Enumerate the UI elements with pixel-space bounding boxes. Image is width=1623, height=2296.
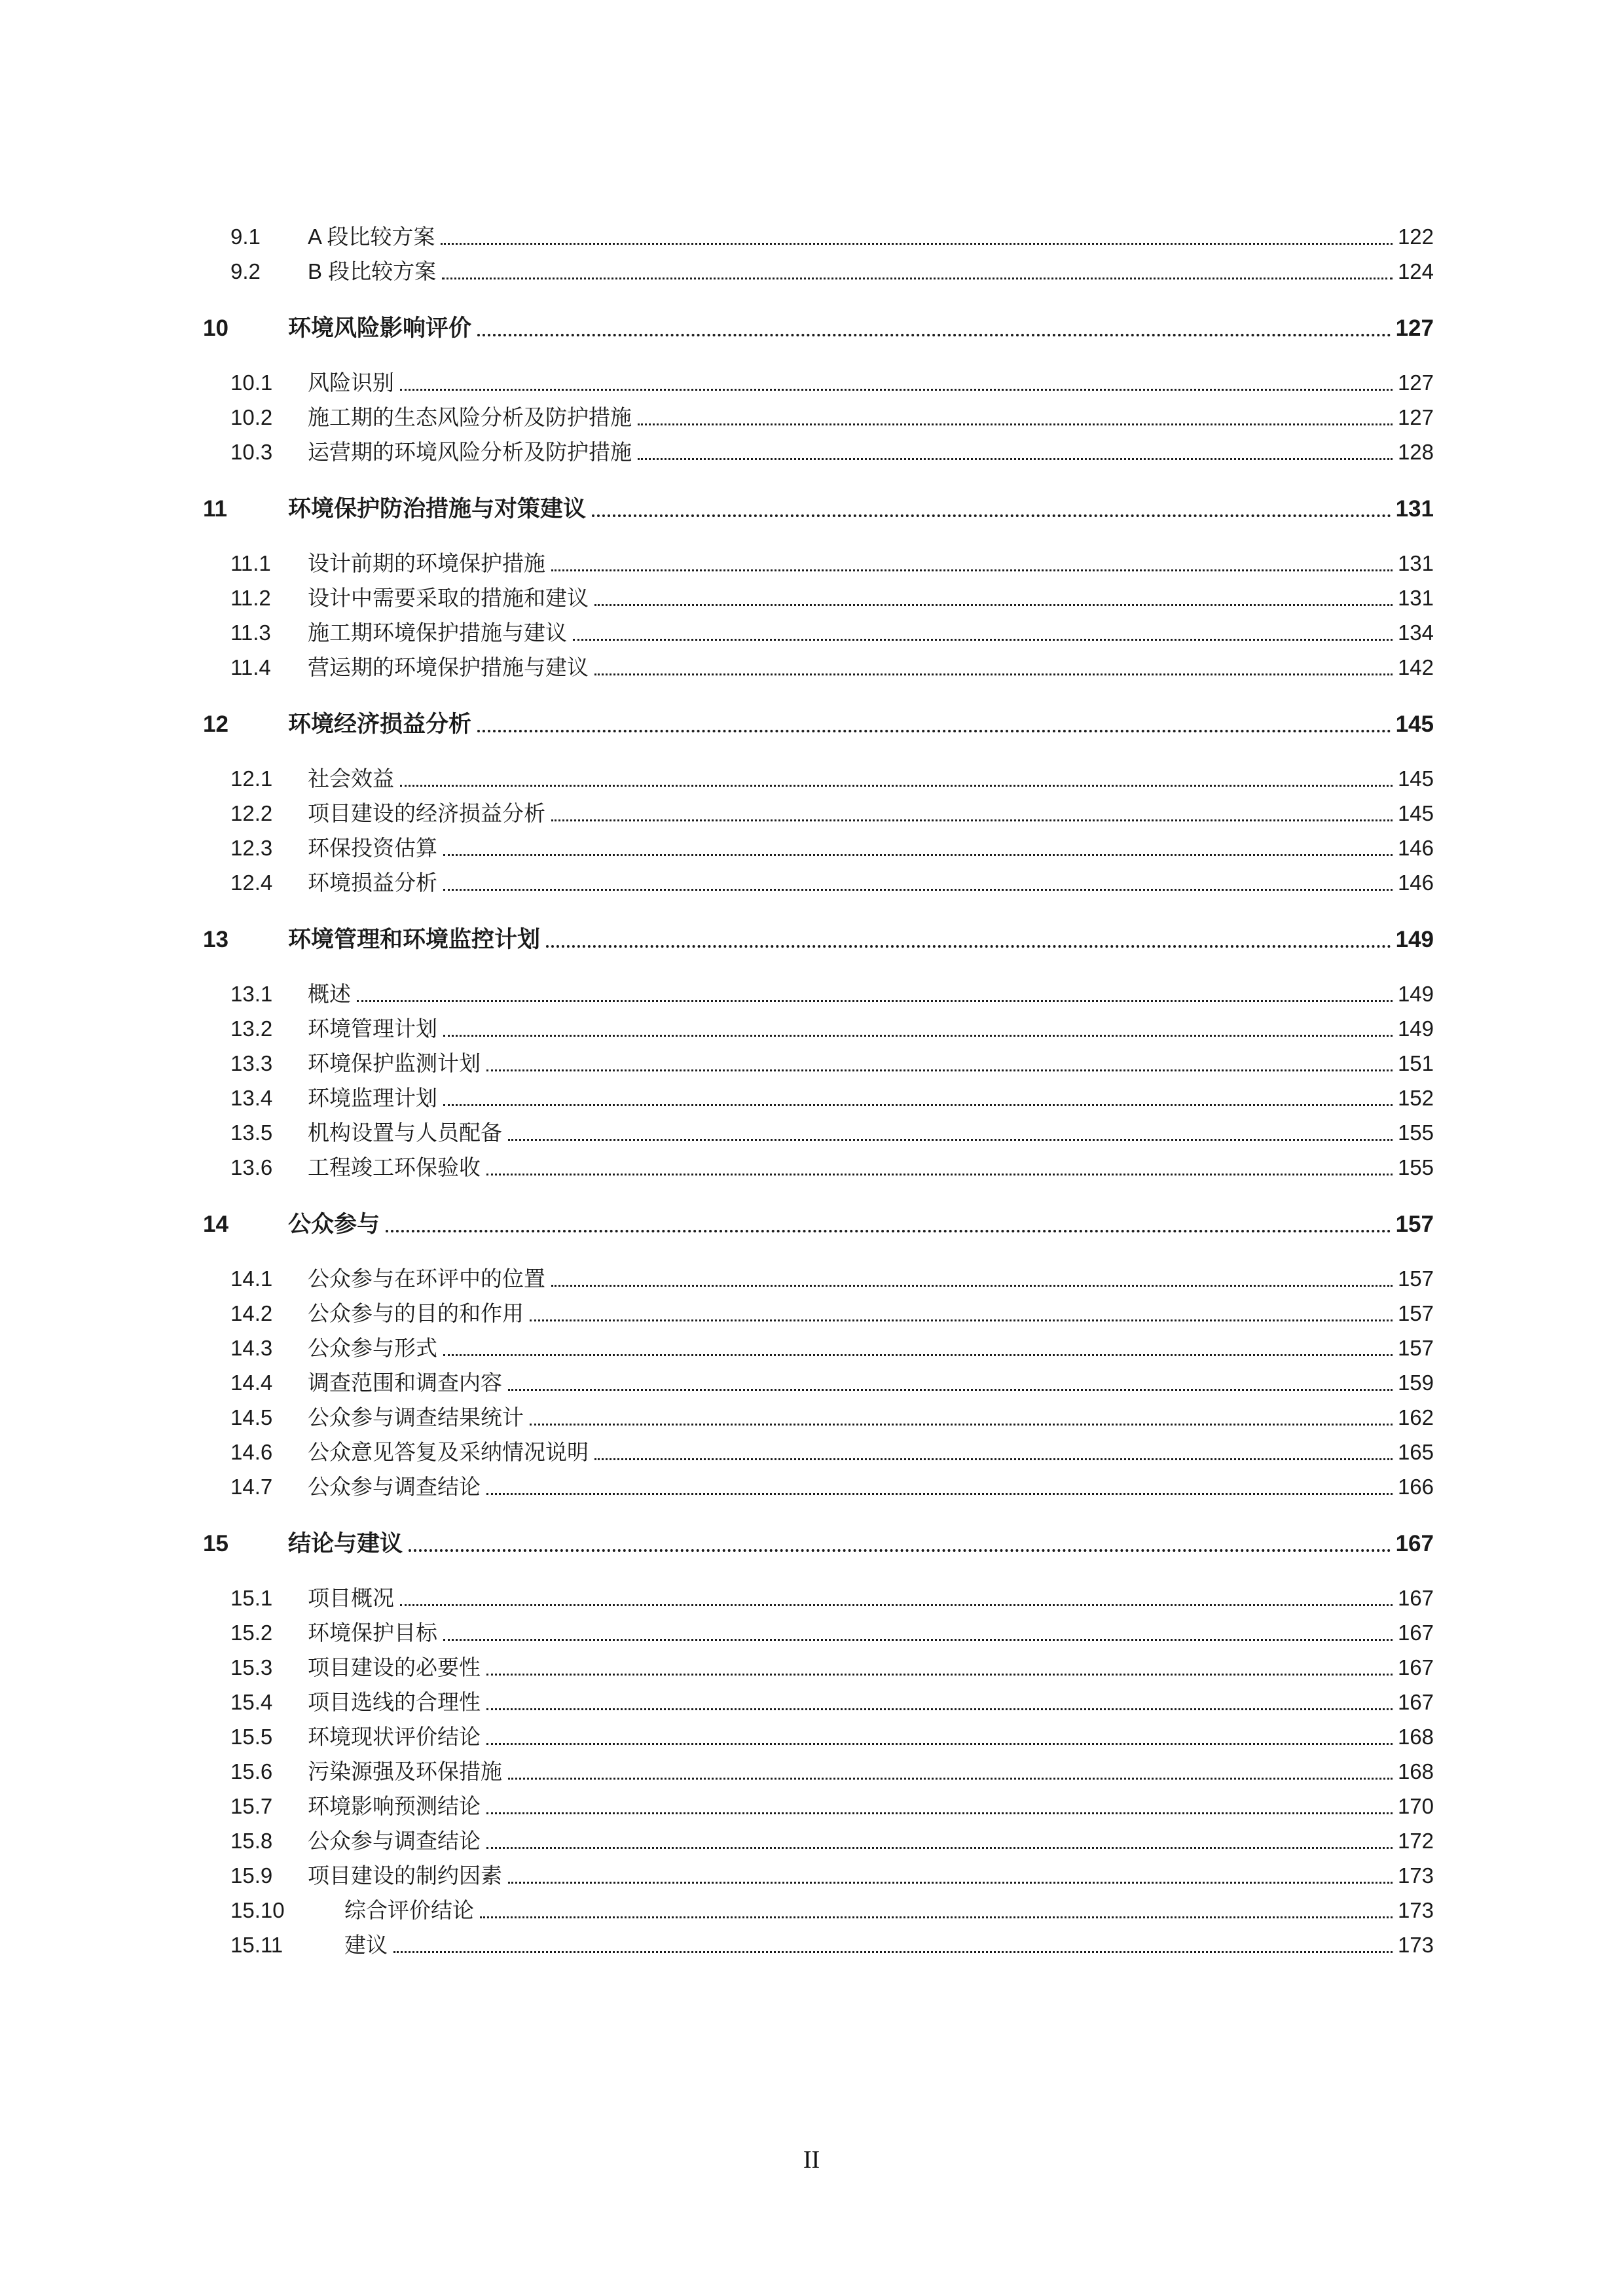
toc-entry-page: 149 — [1397, 982, 1434, 1007]
toc-entry-page: 145 — [1395, 711, 1434, 737]
toc-entry-page: 166 — [1397, 1475, 1434, 1499]
toc-entry-title: 公众参与 — [288, 1211, 380, 1237]
dot-leader — [441, 243, 1393, 245]
toc-entry-page: 146 — [1397, 836, 1434, 861]
dot-leader — [594, 604, 1393, 606]
toc-entry-page: 127 — [1397, 370, 1434, 395]
toc-entry-9.2[interactable] — [0, 249, 1434, 284]
toc-entry-14.5[interactable] — [0, 1395, 1434, 1430]
toc-entry-page: 131 — [1397, 586, 1434, 611]
toc-entry-14.6[interactable] — [0, 1430, 1434, 1465]
dot-leader — [592, 514, 1391, 517]
toc-entry-number: 14.6 — [230, 1440, 273, 1465]
toc-entry-number: 10.2 — [230, 405, 273, 430]
toc-entry-title: 概述 — [308, 982, 351, 1007]
dot-leader — [386, 1230, 1391, 1232]
dot-leader — [486, 1812, 1393, 1814]
toc-entry-10.2[interactable] — [0, 395, 1434, 430]
toc-entry-title: 机构设置与人员配备 — [308, 1121, 502, 1145]
toc-entry-number: 11 — [203, 495, 227, 522]
toc-entry-number: 12 — [203, 711, 228, 737]
toc-entry-number: 15.3 — [230, 1655, 273, 1680]
toc-entry-page: 167 — [1397, 1621, 1434, 1645]
toc-entry-title: 建议 — [344, 1933, 388, 1958]
dot-leader — [508, 1778, 1393, 1780]
toc-entry-number: 11.1 — [230, 551, 271, 576]
toc-entry-number: 11.3 — [230, 620, 271, 645]
toc-entry-title: 项目概况 — [308, 1586, 394, 1611]
dot-leader — [594, 1458, 1393, 1460]
toc-entry-page: 157 — [1397, 1336, 1434, 1361]
toc-entry-11[interactable] — [0, 484, 1434, 522]
dot-leader — [443, 889, 1393, 891]
toc-entry-13.3[interactable] — [0, 1041, 1434, 1076]
toc-entry-15.6[interactable] — [0, 1749, 1434, 1784]
toc-entry-page: 145 — [1397, 766, 1434, 791]
toc-entry-page: 167 — [1395, 1530, 1434, 1556]
toc-entry-title: 环境保护目标 — [308, 1621, 437, 1645]
toc-entry-number: 13.1 — [230, 982, 273, 1007]
toc-entry-title: 环境管理和环境监控计划 — [288, 926, 541, 952]
toc-entry-page: 172 — [1397, 1829, 1434, 1854]
toc-entry-title: 设计前期的环境保护措施 — [308, 551, 545, 576]
toc-entry-page: 127 — [1397, 405, 1434, 430]
toc-entry-13.5[interactable] — [0, 1111, 1434, 1145]
toc-entry-number: 15.1 — [230, 1586, 273, 1611]
toc-entry-page: 155 — [1397, 1155, 1434, 1180]
toc-entry-title: 污染源强及环保措施 — [308, 1759, 502, 1784]
toc-entry-title: 环境经济损益分析 — [288, 711, 472, 737]
toc-entry-title: 环境管理计划 — [308, 1016, 437, 1041]
toc-entry-page: 170 — [1397, 1794, 1434, 1819]
toc-entry-number: 13.5 — [230, 1121, 273, 1145]
toc-entry-14.2[interactable] — [0, 1291, 1434, 1326]
toc-entry-page: 173 — [1397, 1898, 1434, 1923]
toc-entry-12[interactable] — [0, 700, 1434, 737]
dot-leader — [443, 854, 1393, 856]
toc-entry-page: 157 — [1397, 1301, 1434, 1326]
toc-entry-number: 10.3 — [230, 440, 273, 465]
toc-entry-number: 15 — [203, 1530, 228, 1556]
toc-entry-page: 131 — [1397, 551, 1434, 576]
toc-entry-title: 综合评价结论 — [344, 1898, 474, 1923]
toc-entry-page: 151 — [1397, 1051, 1434, 1076]
toc-entry-title: 社会效益 — [308, 766, 394, 791]
toc-entry-number: 15.7 — [230, 1794, 273, 1819]
toc-entry-page: 131 — [1395, 495, 1434, 522]
dot-leader — [409, 1549, 1391, 1552]
dot-leader — [400, 1604, 1393, 1606]
toc-entry-page: 152 — [1397, 1086, 1434, 1111]
toc-entry-page: 122 — [1397, 224, 1434, 249]
table-of-contents — [0, 215, 1434, 1958]
toc-entry-number: 14.2 — [230, 1301, 273, 1326]
toc-entry-14.4[interactable] — [0, 1361, 1434, 1395]
dot-leader — [480, 1916, 1393, 1918]
toc-entry-15.4[interactable] — [0, 1680, 1434, 1715]
toc-entry-number: 15.2 — [230, 1621, 273, 1645]
toc-entry-page: 173 — [1397, 1933, 1434, 1958]
toc-entry-15.5[interactable] — [0, 1715, 1434, 1749]
toc-entry-13.2[interactable] — [0, 1007, 1434, 1041]
toc-entry-page: 124 — [1397, 259, 1434, 284]
toc-entry-15.8[interactable] — [0, 1819, 1434, 1854]
toc-entry-number: 14.7 — [230, 1475, 273, 1499]
toc-entry-page: 173 — [1397, 1863, 1434, 1888]
toc-entry-15.10[interactable] — [0, 1888, 1434, 1923]
toc-entry-page: 146 — [1397, 870, 1434, 895]
dot-leader — [486, 1674, 1393, 1676]
toc-entry-title: 环境损益分析 — [308, 870, 437, 895]
toc-entry-number: 14.4 — [230, 1371, 273, 1395]
dot-leader — [393, 1951, 1393, 1953]
dot-leader — [594, 673, 1393, 675]
dot-leader — [546, 945, 1391, 948]
toc-entry-number: 11.2 — [230, 586, 271, 611]
dot-leader — [443, 1104, 1393, 1106]
dot-leader — [573, 639, 1393, 641]
toc-entry-15.9[interactable] — [0, 1854, 1434, 1888]
dot-leader — [486, 1069, 1393, 1071]
toc-entry-13.6[interactable] — [0, 1145, 1434, 1180]
toc-entry-title: 项目建设的经济损益分析 — [308, 801, 545, 826]
dot-leader — [442, 278, 1393, 279]
toc-entry-number: 15.9 — [230, 1863, 273, 1888]
toc-entry-12.3[interactable] — [0, 826, 1434, 861]
toc-entry-11.4[interactable] — [0, 645, 1434, 680]
dot-leader — [400, 785, 1393, 787]
dot-leader — [486, 1493, 1393, 1495]
toc-entry-page: 128 — [1397, 440, 1434, 465]
toc-entry-title: A 段比较方案 — [308, 224, 435, 249]
dot-leader — [551, 569, 1393, 571]
toc-entry-page: 165 — [1397, 1440, 1434, 1465]
toc-entry-page: 149 — [1397, 1016, 1434, 1041]
dot-leader — [357, 1000, 1393, 1002]
toc-entry-page: 168 — [1397, 1725, 1434, 1749]
dot-leader — [486, 1174, 1393, 1175]
dot-leader — [443, 1639, 1393, 1641]
dot-leader — [530, 1319, 1393, 1321]
toc-entry-number: 10.1 — [230, 370, 273, 395]
toc-entry-page: 134 — [1397, 620, 1434, 645]
toc-entry-title: 风险识别 — [308, 370, 394, 395]
toc-entry-title: 环保投资估算 — [308, 836, 437, 861]
toc-entry-title: 环境现状评价结论 — [308, 1725, 481, 1749]
toc-entry-14.1[interactable] — [0, 1257, 1434, 1291]
toc-entry-title: 公众参与调查结论 — [308, 1829, 481, 1854]
dot-leader — [477, 334, 1391, 336]
toc-entry-10[interactable] — [0, 304, 1434, 341]
toc-entry-15[interactable] — [0, 1519, 1434, 1556]
toc-entry-page: 149 — [1395, 926, 1434, 952]
toc-entry-number: 12.4 — [230, 870, 273, 895]
toc-entry-10.1[interactable] — [0, 361, 1434, 395]
toc-entry-title: 结论与建议 — [288, 1530, 403, 1556]
toc-entry-13[interactable] — [0, 915, 1434, 952]
dot-leader — [638, 458, 1393, 460]
toc-entry-14.7[interactable] — [0, 1465, 1434, 1499]
toc-entry-page: 127 — [1395, 315, 1434, 341]
toc-entry-14.3[interactable] — [0, 1326, 1434, 1361]
toc-entry-15.1[interactable] — [0, 1576, 1434, 1611]
toc-entry-title: 环境影响预测结论 — [308, 1794, 481, 1819]
dot-leader — [486, 1847, 1393, 1849]
toc-entry-number: 11.4 — [230, 655, 271, 680]
toc-entry-11.1[interactable] — [0, 541, 1434, 576]
toc-entry-title: 项目选线的合理性 — [308, 1690, 481, 1715]
toc-entry-12.1[interactable] — [0, 757, 1434, 791]
dot-leader — [486, 1708, 1393, 1710]
toc-entry-title: 公众参与形式 — [308, 1336, 437, 1361]
dot-leader — [443, 1035, 1393, 1037]
toc-entry-number: 13.2 — [230, 1016, 273, 1041]
toc-entry-title: B 段比较方案 — [308, 259, 437, 284]
toc-entry-title: 环境保护监测计划 — [308, 1051, 481, 1076]
toc-entry-number: 15.6 — [230, 1759, 273, 1784]
dot-leader — [486, 1743, 1393, 1745]
toc-entry-page: 157 — [1395, 1211, 1434, 1237]
toc-entry-title: 环境风险影响评价 — [288, 315, 472, 341]
dot-leader — [400, 389, 1393, 391]
toc-entry-page: 145 — [1397, 801, 1434, 826]
toc-entry-10.3[interactable] — [0, 430, 1434, 465]
dot-leader — [443, 1354, 1393, 1356]
toc-entry-number: 12.3 — [230, 836, 273, 861]
toc-entry-page: 142 — [1397, 655, 1434, 680]
toc-entry-number: 15.11 — [230, 1933, 283, 1958]
toc-entry-number: 15.4 — [230, 1690, 273, 1715]
dot-leader — [508, 1139, 1393, 1141]
toc-entry-title: 设计中需要采取的措施和建议 — [308, 586, 589, 611]
toc-entry-9.1[interactable] — [0, 215, 1434, 249]
dot-leader — [551, 819, 1393, 821]
toc-entry-title: 公众意见答复及采纳情况说明 — [308, 1440, 589, 1465]
page-number-footer: II — [803, 2146, 820, 2174]
dot-leader — [551, 1285, 1393, 1287]
dot-leader — [508, 1389, 1393, 1391]
toc-entry-title: 施工期的生态风险分析及防护措施 — [308, 405, 632, 430]
toc-entry-15.3[interactable] — [0, 1645, 1434, 1680]
toc-entry-15.11[interactable] — [0, 1923, 1434, 1958]
toc-entry-11.3[interactable] — [0, 611, 1434, 645]
toc-entry-number: 13.4 — [230, 1086, 273, 1111]
toc-entry-page: 167 — [1397, 1690, 1434, 1715]
toc-entry-page: 167 — [1397, 1655, 1434, 1680]
toc-entry-page: 159 — [1397, 1371, 1434, 1395]
dot-leader — [508, 1882, 1393, 1884]
toc-entry-page: 162 — [1397, 1405, 1434, 1430]
toc-entry-number: 9.2 — [230, 259, 261, 284]
toc-entry-title: 公众参与调查结论 — [308, 1475, 481, 1499]
toc-entry-title: 调查范围和调查内容 — [308, 1371, 502, 1395]
toc-entry-13.4[interactable] — [0, 1076, 1434, 1111]
toc-entry-title: 环境保护防治措施与对策建议 — [288, 495, 587, 522]
toc-entry-title: 公众参与在环评中的位置 — [308, 1266, 545, 1291]
toc-entry-number: 15.5 — [230, 1725, 273, 1749]
toc-entry-page: 157 — [1397, 1266, 1434, 1291]
toc-entry-13.1[interactable] — [0, 972, 1434, 1007]
toc-entry-page: 167 — [1397, 1586, 1434, 1611]
dot-leader — [477, 730, 1391, 732]
toc-entry-number: 15.8 — [230, 1829, 273, 1854]
dot-leader — [530, 1424, 1393, 1426]
toc-entry-number: 12.2 — [230, 801, 273, 826]
toc-entry-title: 工程竣工环保验收 — [308, 1155, 481, 1180]
toc-entry-number: 14.5 — [230, 1405, 273, 1430]
toc-entry-number: 14.1 — [230, 1266, 273, 1291]
toc-entry-title: 环境监理计划 — [308, 1086, 437, 1111]
dot-leader — [638, 423, 1393, 425]
toc-entry-number: 9.1 — [230, 224, 261, 249]
toc-entry-number: 14 — [203, 1211, 228, 1237]
toc-entry-title: 运营期的环境风险分析及防护措施 — [308, 440, 632, 465]
toc-entry-page: 155 — [1397, 1121, 1434, 1145]
toc-entry-number: 15.10 — [230, 1898, 285, 1923]
toc-entry-14[interactable] — [0, 1200, 1434, 1237]
toc-entry-number: 13 — [203, 926, 228, 952]
toc-entry-title: 公众参与的目的和作用 — [308, 1301, 524, 1326]
toc-entry-number: 12.1 — [230, 766, 273, 791]
toc-entry-title: 营运期的环境保护措施与建议 — [308, 655, 589, 680]
toc-entry-11.2[interactable] — [0, 576, 1434, 611]
toc-entry-title: 项目建设的制约因素 — [308, 1863, 502, 1888]
toc-entry-15.2[interactable] — [0, 1611, 1434, 1645]
toc-entry-12.2[interactable] — [0, 791, 1434, 826]
toc-entry-12.4[interactable] — [0, 861, 1434, 895]
toc-entry-page: 168 — [1397, 1759, 1434, 1784]
toc-entry-number: 14.3 — [230, 1336, 273, 1361]
toc-entry-number: 10 — [203, 315, 228, 341]
toc-entry-title: 公众参与调查结果统计 — [308, 1405, 524, 1430]
toc-entry-number: 13.6 — [230, 1155, 273, 1180]
toc-entry-15.7[interactable] — [0, 1784, 1434, 1819]
toc-entry-title: 项目建设的必要性 — [308, 1655, 481, 1680]
toc-entry-number: 13.3 — [230, 1051, 273, 1076]
toc-entry-title: 施工期环境保护措施与建议 — [308, 620, 567, 645]
